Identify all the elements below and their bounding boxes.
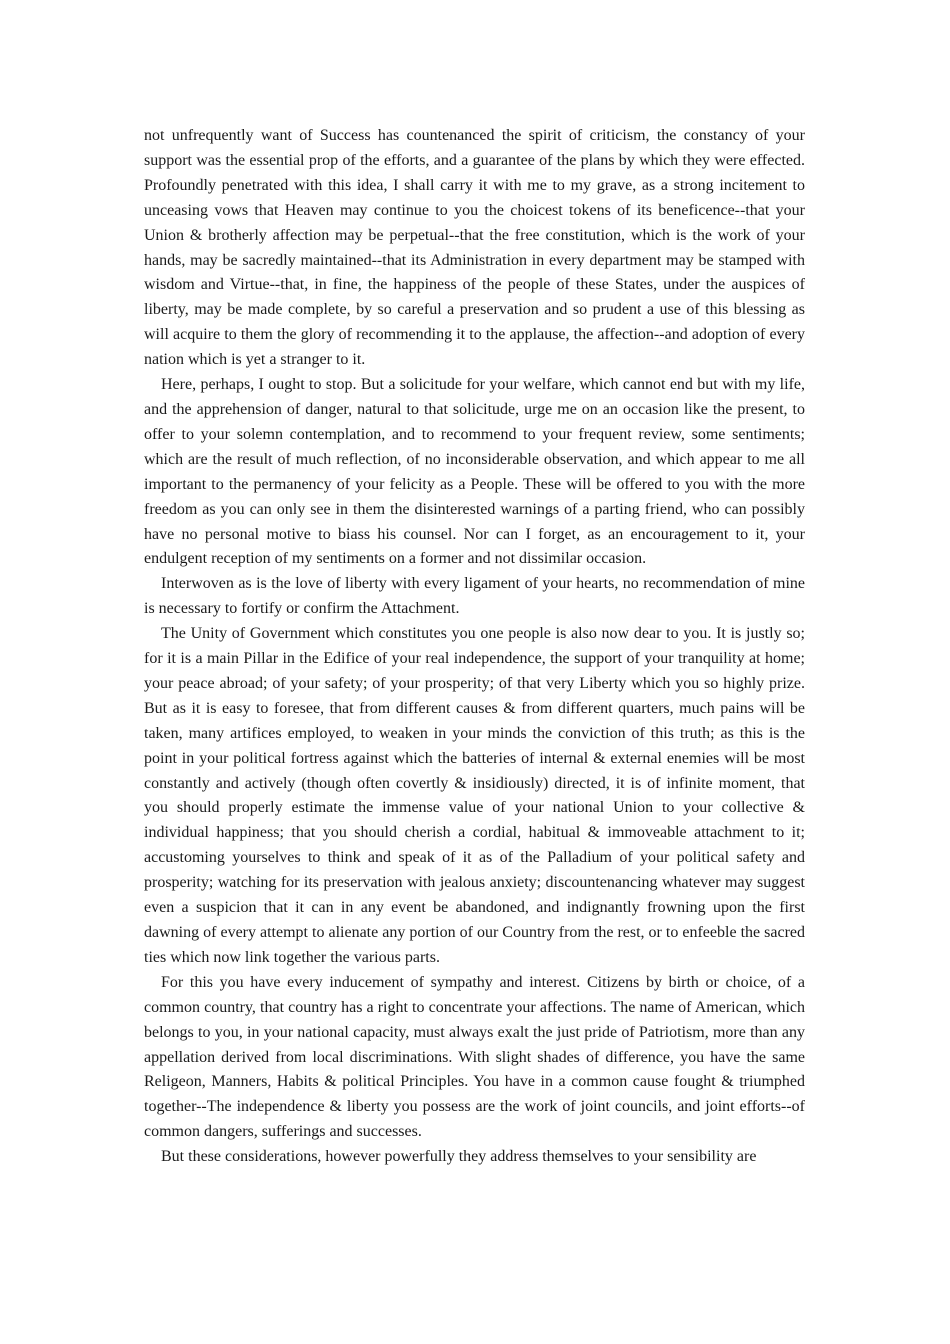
paragraph-3: Interwoven as is the love of liberty with every ligament of your hearts, no recommendation of mine is necessary to fortify or confirm the Attachment. [144, 575, 805, 618]
paragraph-2: Here, perhaps, I ought to stop. But a solicitude for your welfare, which cannot end but with my life, and the apprehension of danger, natural to that solicitude, urge me on an occasion like the present, to offer to your solemn contemplation, and to recommend to your frequent review, some sentiments; which are the result of much reflection, of no inconsiderable observation, and which appear to me all important to the permanency of your felicity as a People. These will be offered to you with the more freedom as you can only see in them the disinterested warnings of a parting friend, who can possibly have no personal motive to biass his counsel. Nor can I forget, as an encouragement to it, your endulgent reception of my sentiments on a former and not dissimilar occasion. [144, 376, 805, 568]
paragraph-4: The Unity of Government which constitutes you one people is also now dear to you. It is justly so; for it is a main Pillar in the Edifice of your real independence, the support of your tranquility at home; your peace abroad; of your safety; of your prosperity; of that very Liberty which you so highly prize. But as it is easy to foresee, that from different causes & from different quarters, much pains will be taken, many artifices employed, to weaken in your minds the conviction of this truth; as this is the point in your political fortress against which the batteries of internal & external enemies will be most constantly and actively (though often covertly & insidiously) directed, it is of infinite moment, that you should properly estimate the immense value of your national Union to your collective & individual happiness; that you should cherish a cordial, habitual & immoveable attachment to it; accustoming yourselves to think and speak of it as of the Palladium of your political safety and prosperity; watching for its preservation with jealous anxiety; discountenancing whatever may suggest even a suspicion that it can in any event be abandoned, and indignantly frowning upon the first dawning of every attempt to alienate any portion of our Country from the rest, or to enfeeble the sacred ties which now link together the various parts. [144, 625, 805, 966]
paragraph-5: For this you have every inducement of sympathy and interest. Citizens by birth or choice, of a common country, that country has a right to concentrate your affections. The name of American, which belongs to you, in your national capacity, must always exalt the just pride of Patriotism, more than any appellation derived from local discriminations. With slight shades of difference, you have the same Religeon, Manners, Habits & political Principles. You have in a common cause fought & triumphed together--The independence & liberty you possess are the work of joint councils, and joint efforts--of common dangers, sufferings and successes. [144, 973, 805, 1141]
paragraph-6: But these considerations, however powerfully they address themselves to your sensibility are [161, 1148, 757, 1166]
paragraph-1: not unfrequently want of Success has countenanced the spirit of criticism, the constancy of your support was the essential prop of the efforts, and a guarantee of the plans by which they were effected. Profoundly penetrated with this idea, I shall carry it with me to my grave, as a strong incitement to unceasing vows that Heaven may continue to you the choicest tokens of its beneficence--that your Union & brotherly affection may be perpetual--that the free constitution, which is the work of your hands, may be sacredly maintained--that its Administration in every department may be stamped with wisdom and Virtue--that, in fine, the happiness of the people of these States, under the auspices of liberty, may be made complete, by so careful a preservation and so prudent a use of this blessing as will acquire to them the glory of recommending it to the applause, the affection--and adoption of every nation which is yet a stranger to it. [144, 127, 805, 369]
document-page [144, 124, 805, 1170]
